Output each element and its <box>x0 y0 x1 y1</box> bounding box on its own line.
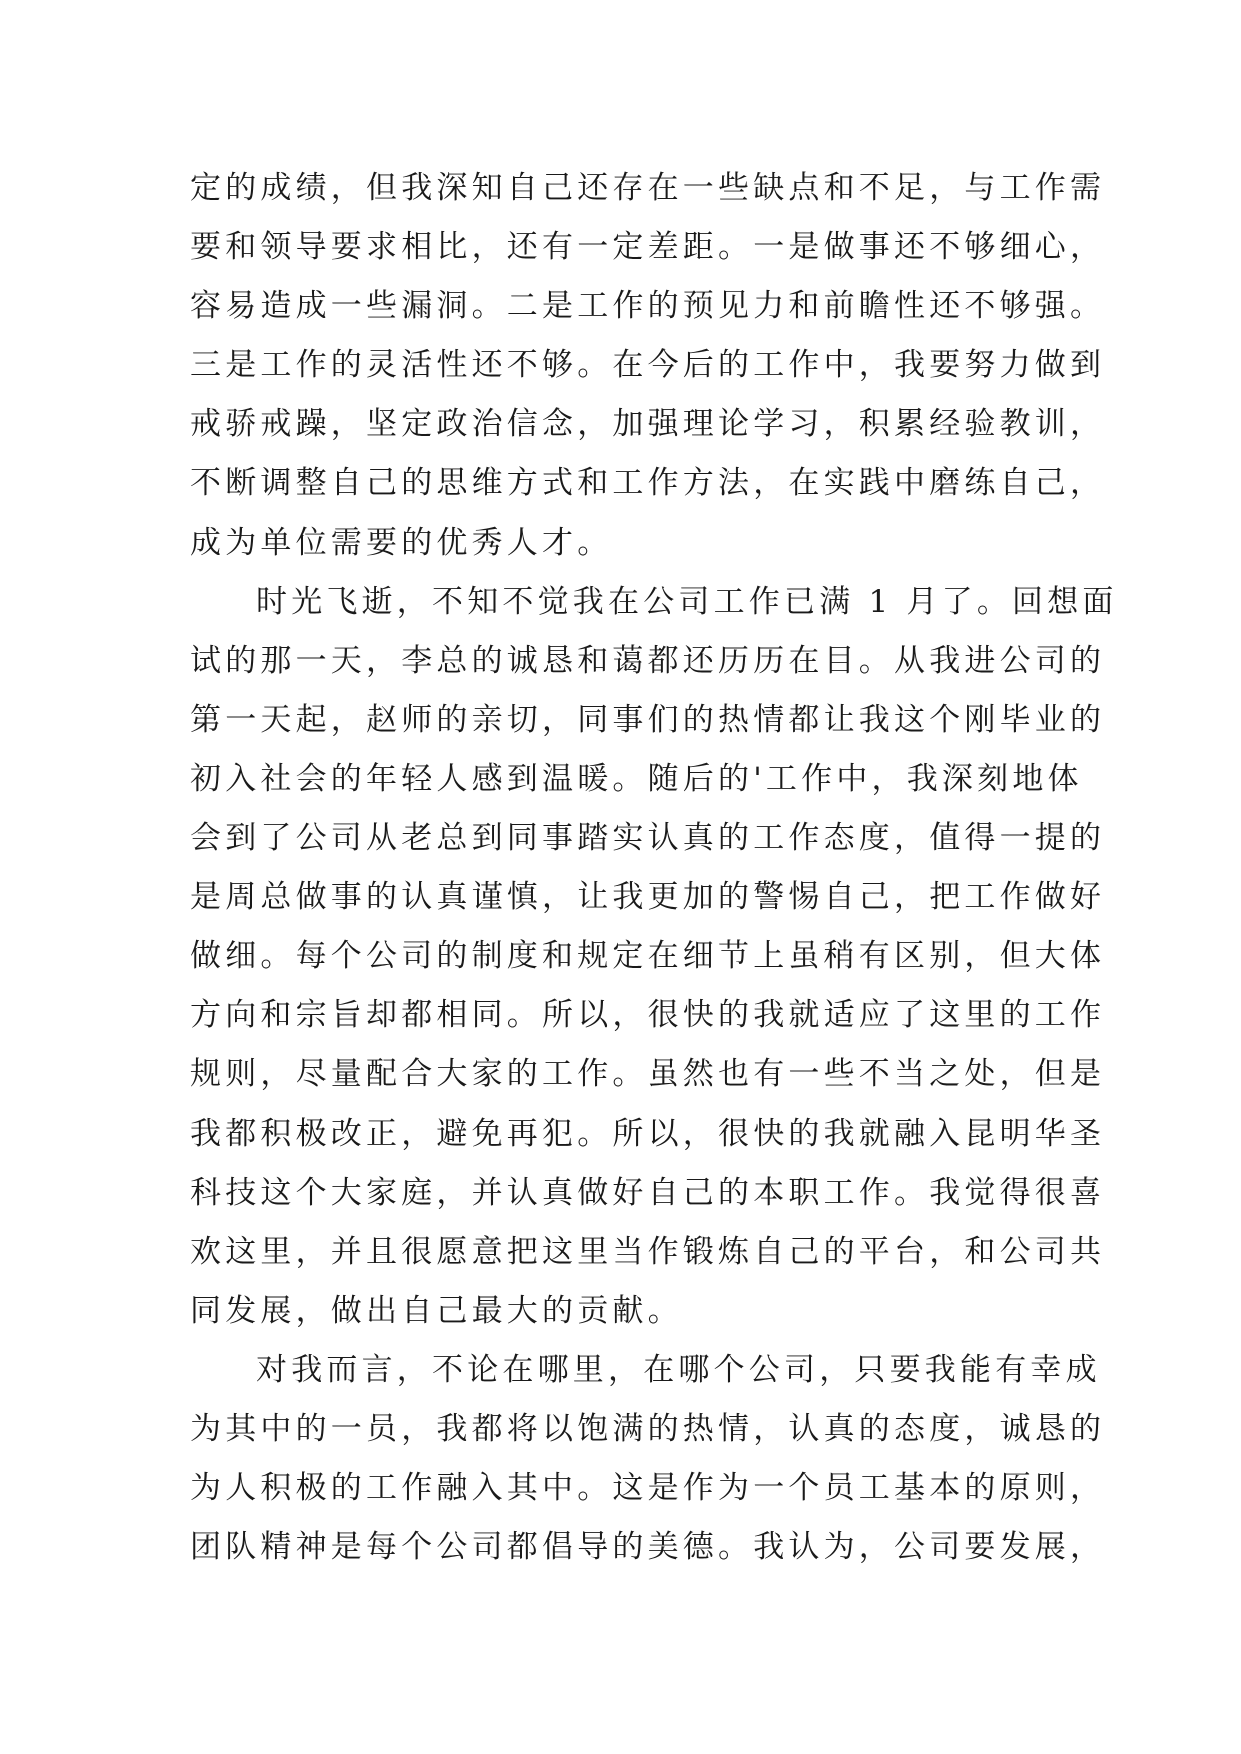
text-line: 要和领导要求相比，还有一定差距。一是做事还不够细心， <box>190 229 1106 266</box>
text-line: 时光飞逝，不知不觉我在公司工作已满 1 月了。回想面 <box>256 583 1118 620</box>
text-line: 为其中的一员，我都将以饱满的热情，认真的态度，诚恳的 <box>190 1410 1106 1447</box>
text-line: 第一天起，赵师的亲切，同事们的热情都让我这个刚毕业的 <box>190 701 1106 738</box>
text-line: 规则，尽量配合大家的工作。虽然也有一些不当之处，但是 <box>190 1056 1106 1093</box>
text-line: 对我而言，不论在哪里，在哪个公司，只要我能有幸成 <box>256 1351 1101 1388</box>
text-line: 做细。每个公司的制度和规定在细节上虽稍有区别，但大体 <box>190 938 1106 975</box>
paragraph-2 <box>190 573 1118 1341</box>
paragraph-1 <box>190 159 1106 573</box>
paragraph-3 <box>190 1341 1106 1577</box>
text-line: 成为单位需要的优秀人才。 <box>190 524 613 561</box>
text-line: 我都积极改正，避免再犯。所以，很快的我就融入昆明华圣 <box>190 1115 1106 1152</box>
text-line: 为人积极的工作融入其中。这是作为一个员工基本的原则， <box>190 1470 1106 1507</box>
text-line: 团队精神是每个公司都倡导的美德。我认为，公司要发展， <box>190 1529 1106 1566</box>
text-line: 科技这个大家庭，并认真做好自己的本职工作。我觉得很喜 <box>190 1174 1106 1211</box>
text-line: 三是工作的灵活性还不够。在今后的工作中，我要努力做到 <box>190 347 1106 384</box>
text-line: 是周总做事的认真谨慎，让我更加的警惕自己，把工作做好 <box>190 879 1106 916</box>
text-line: 欢这里，并且很愿意把这里当作锻炼自己的平台，和公司共 <box>190 1233 1106 1270</box>
document-page <box>190 159 1118 1577</box>
text-line: 方向和宗旨却都相同。所以，很快的我就适应了这里的工作 <box>190 997 1106 1034</box>
text-line: 容易造成一些漏洞。二是工作的预见力和前瞻性还不够强。 <box>190 288 1106 325</box>
text-line: 初入社会的年轻人感到温暖。随后的'工作中，我深刻地体 <box>190 760 1083 797</box>
text-line: 试的那一天，李总的诚恳和蔼都还历历在目。从我进公司的 <box>190 642 1106 679</box>
text-line: 定的成绩，但我深知自己还存在一些缺点和不足，与工作需 <box>190 170 1106 206</box>
text-line: 会到了公司从老总到同事踏实认真的工作态度，值得一提的 <box>190 820 1106 857</box>
text-line: 同发展，做出自己最大的贡献。 <box>190 1292 683 1329</box>
text-line: 不断调整自己的思维方式和工作方法，在实践中磨练自己， <box>190 465 1106 502</box>
text-line: 戒骄戒躁，坚定政治信念，加强理论学习，积累经验教训， <box>190 406 1106 443</box>
